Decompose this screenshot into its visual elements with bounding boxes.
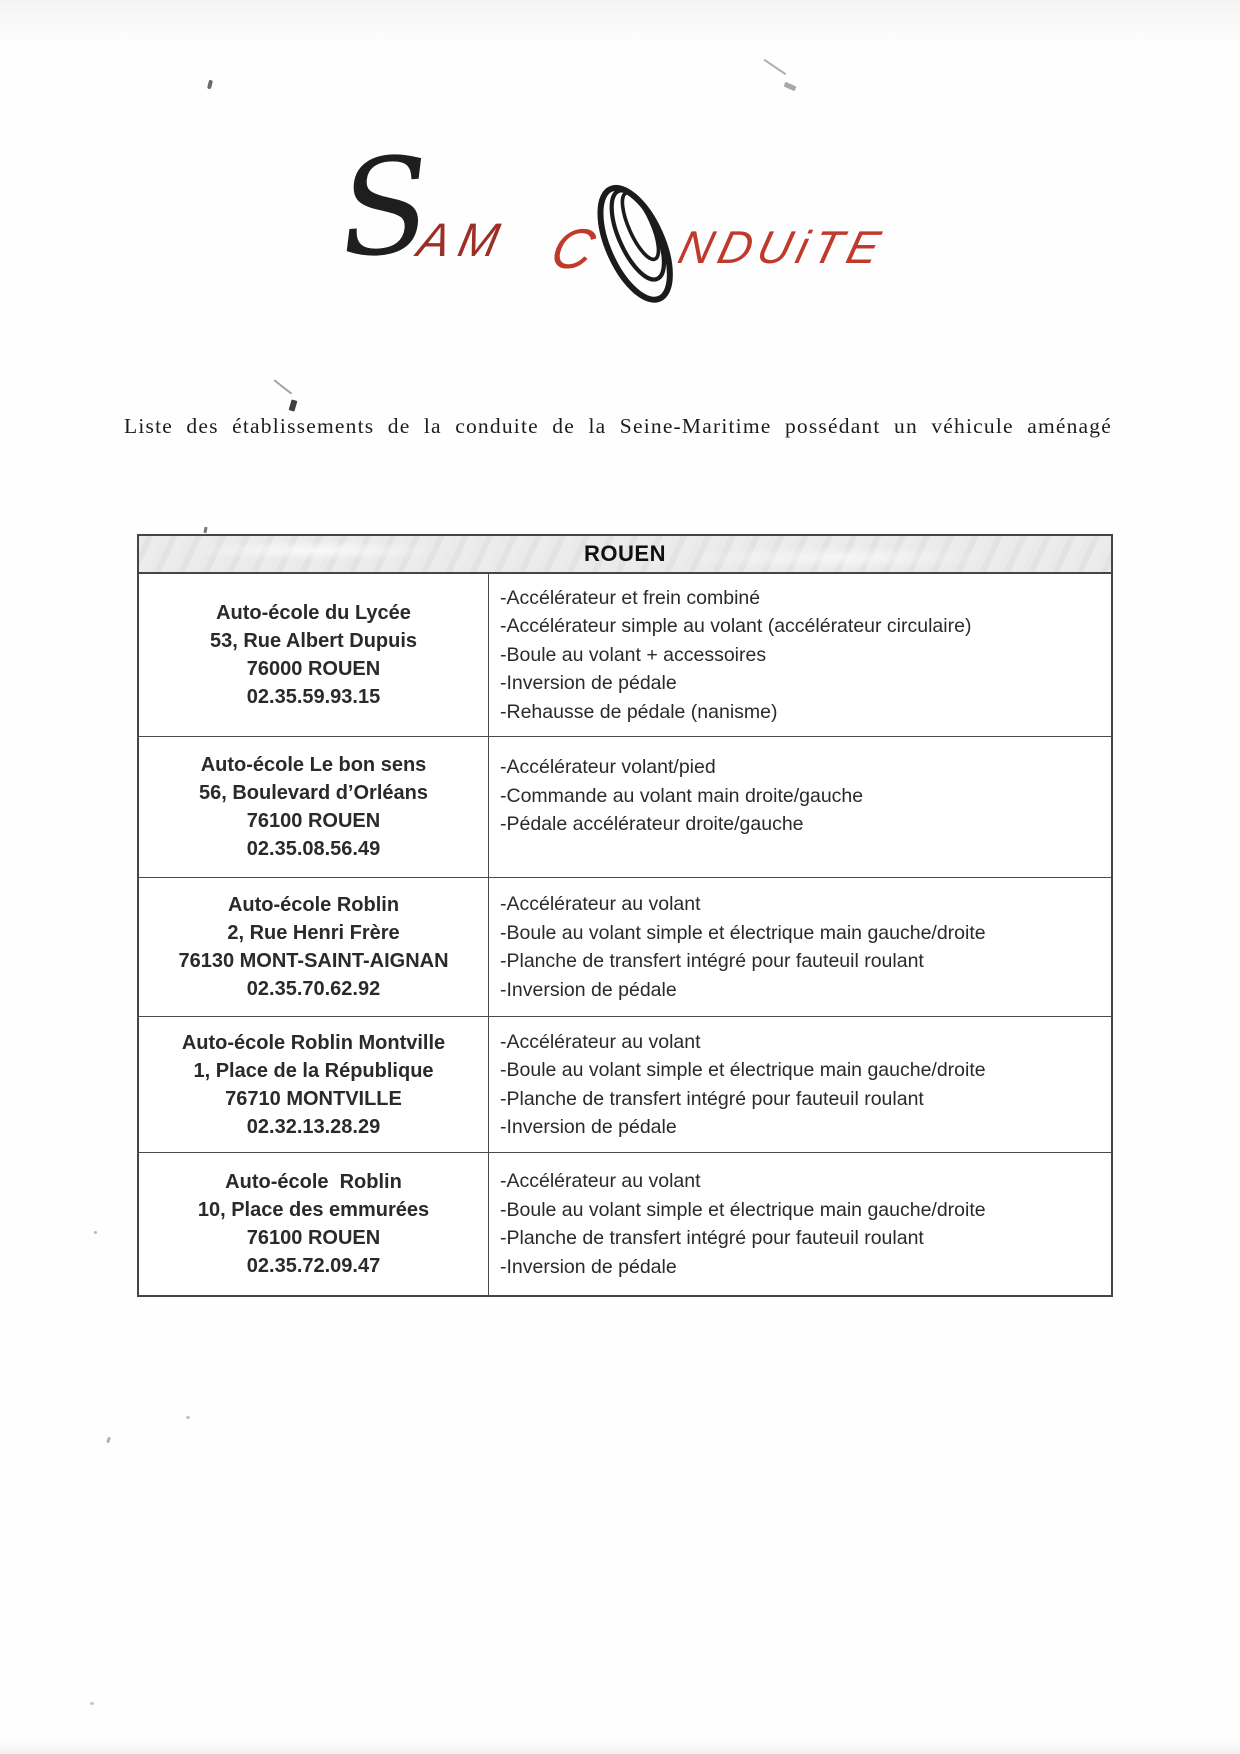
table-region-header: ROUEN <box>139 536 1111 574</box>
table-row <box>139 878 1111 1017</box>
school-name: Auto-école Roblin <box>225 1171 402 1193</box>
school-phone: 02.35.08.56.49 <box>246 838 381 860</box>
school-city: 76100 ROUEN <box>246 810 381 832</box>
equipment-item: -Boule au volant + accessoires <box>500 643 767 666</box>
equipment-cell <box>489 878 1111 1016</box>
school-cell <box>139 737 489 877</box>
school-cell <box>139 1017 489 1152</box>
equipment-cell <box>489 1153 1111 1295</box>
school-address: 53, Rue Albert Dupuis <box>209 630 418 652</box>
school-city: 76130 MONT-SAINT-AIGNAN <box>178 950 449 972</box>
equipment-item: -Accélérateur et frein combiné <box>500 586 761 609</box>
scan-edge-bottom <box>0 1740 1240 1754</box>
logo-letters-nduite: NDUiTE <box>673 221 892 273</box>
equipment-item: -Accélérateur au volant <box>500 1170 701 1192</box>
equipment-item: -Inversion de pédale <box>500 672 677 695</box>
school-name: Auto-école Le bon sens <box>200 754 427 776</box>
scan-speck <box>186 1416 190 1419</box>
school-cell <box>139 1153 489 1295</box>
pencil-mark <box>289 399 298 411</box>
spiral-o-icon <box>587 174 687 312</box>
equipment-item: -Inversion de pédale <box>500 1255 677 1278</box>
equipment-item: -Boule au volant simple et électrique main gauche/droite <box>500 1059 986 1081</box>
equipment-item: -Rehausse de pédale (nanisme) <box>500 700 778 723</box>
school-phone: 02.35.70.62.92 <box>246 978 381 1000</box>
logo-letter-c: C <box>545 217 602 280</box>
scan-speck <box>203 527 207 533</box>
list-title: Liste des établissements de la conduite de la Seine-Maritime possédant un véhicule aménagé <box>124 414 1112 438</box>
equipment-item: -Commande au volant main droite/gauche <box>500 784 864 807</box>
equipment-item: -Inversion de pédale <box>500 978 677 1001</box>
scan-speck <box>90 1702 94 1705</box>
equipment-item: -Planche de transfert intégré pour fauteuil roulant <box>500 1087 924 1110</box>
school-cell <box>139 574 489 736</box>
equipment-item: -Boule au volant simple et électrique main gauche/droite <box>500 1198 986 1221</box>
equipment-item: -Inversion de pédale <box>500 1116 677 1138</box>
scan-speck <box>207 80 213 90</box>
logo-letters-am: AM <box>413 213 514 266</box>
school-city: 76100 ROUEN <box>246 1227 381 1249</box>
school-phone: 02.35.72.09.47 <box>246 1255 381 1277</box>
school-address: 1, Place de la République <box>193 1059 434 1082</box>
logo-letter-s: S <box>334 128 436 288</box>
table-row <box>139 1153 1111 1295</box>
school-address: 2, Rue Henri Frère <box>227 922 400 944</box>
equipment-item: -Accélérateur au volant <box>500 1030 701 1053</box>
sam-conduite-logo <box>334 128 895 315</box>
pencil-mark <box>764 59 786 75</box>
school-city: 76710 MONTVILLE <box>225 1087 402 1110</box>
school-city: 76000 ROUEN <box>246 658 381 680</box>
school-cell <box>139 878 489 1016</box>
scan-edge-top <box>0 0 1240 46</box>
equipment-cell <box>489 574 1111 736</box>
school-name: Auto-école du Lycée <box>216 602 411 624</box>
driving-schools-table <box>137 534 1113 1297</box>
equipment-item: -Boule au volant simple et électrique main gauche/droite <box>500 921 986 944</box>
equipment-cell <box>489 1017 1111 1152</box>
equipment-item: -Planche de transfert intégré pour fauteuil roulant <box>500 950 924 972</box>
table-row <box>139 574 1111 737</box>
school-phone: 02.35.59.93.15 <box>246 686 381 708</box>
scan-speck <box>94 1231 97 1234</box>
school-name: Auto-école Roblin Montville <box>181 1031 446 1054</box>
equipment-item: -Accélérateur simple au volant (accélérateur circulaire) <box>500 615 972 638</box>
school-address: 10, Place des emmurées <box>197 1199 430 1221</box>
equipment-item: -Pédale accélérateur droite/gauche <box>500 813 804 835</box>
table-row <box>139 1017 1111 1153</box>
pencil-mark <box>784 82 797 91</box>
equipment-item: -Planche de transfert intégré pour fauteuil roulant <box>500 1227 924 1249</box>
equipment-item: -Accélérateur volant/pied <box>500 756 716 778</box>
scan-speck <box>106 1437 111 1444</box>
table-row <box>139 737 1111 878</box>
pencil-mark <box>274 379 292 394</box>
school-name: Auto-école Roblin <box>227 894 400 916</box>
equipment-cell <box>489 737 1111 877</box>
school-phone: 02.32.13.28.29 <box>246 1115 381 1138</box>
equipment-item: -Accélérateur au volant <box>500 893 701 915</box>
school-address: 56, Boulevard d’Orléans <box>199 782 428 804</box>
